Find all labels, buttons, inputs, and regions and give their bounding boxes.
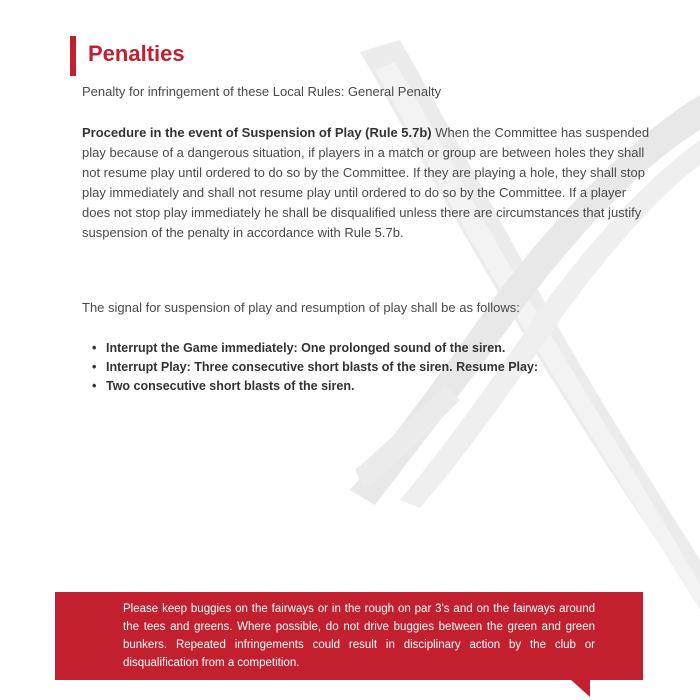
list-item-text: Two consecutive short blasts of the siren. (106, 379, 355, 393)
buggy-notice-text: Please keep buggies on the fairways or in the rough on par 3's and on the fairways around the tees and greens. Where possible, do not drive buggies between the green and green bunkers. Repeated infringements could result in disciplinary action by the club or disqualification from a competition. (123, 603, 595, 669)
procedure-paragraph (82, 123, 657, 243)
bullet-icon: • (92, 360, 97, 374)
signal-list (92, 339, 652, 396)
notice-pointer-tail (570, 679, 590, 697)
list-item (92, 358, 652, 377)
procedure-heading: Procedure in the event of Suspension of Play (Rule 5.7b) (82, 125, 432, 140)
signal-intro: The signal for suspension of play and resumption of play shall be as follows: (82, 300, 520, 315)
buggy-notice-box (55, 592, 643, 680)
procedure-body: When the Committee has suspended play because of a dangerous situation, if players in a match or group are between holes they shall not resume play until ordered to do so by the Committee. If they are playing a hole, they shall stop play immediately and shall not resume play until ordered to do so by the Committee. If a player does not stop play immediately he shall be disqualified unless there are circumstances that justify suspension of the penalty in accordance with Rule 5.7b. (82, 125, 650, 240)
penalty-statement: Penalty for infringement of these Local Rules: General Penalty (82, 84, 442, 99)
list-item-text: Interrupt Play: Three consecutive short blasts of the siren. Resume Play: (106, 360, 539, 374)
list-item (92, 339, 652, 358)
title-accent-bar (70, 36, 76, 76)
bullet-icon: • (92, 379, 97, 393)
bullet-icon: • (92, 341, 97, 355)
section-title: Penalties (88, 41, 185, 66)
list-item-text: Interrupt the Game immediately: One prolonged sound of the siren. (106, 341, 506, 355)
list-item (92, 377, 652, 396)
